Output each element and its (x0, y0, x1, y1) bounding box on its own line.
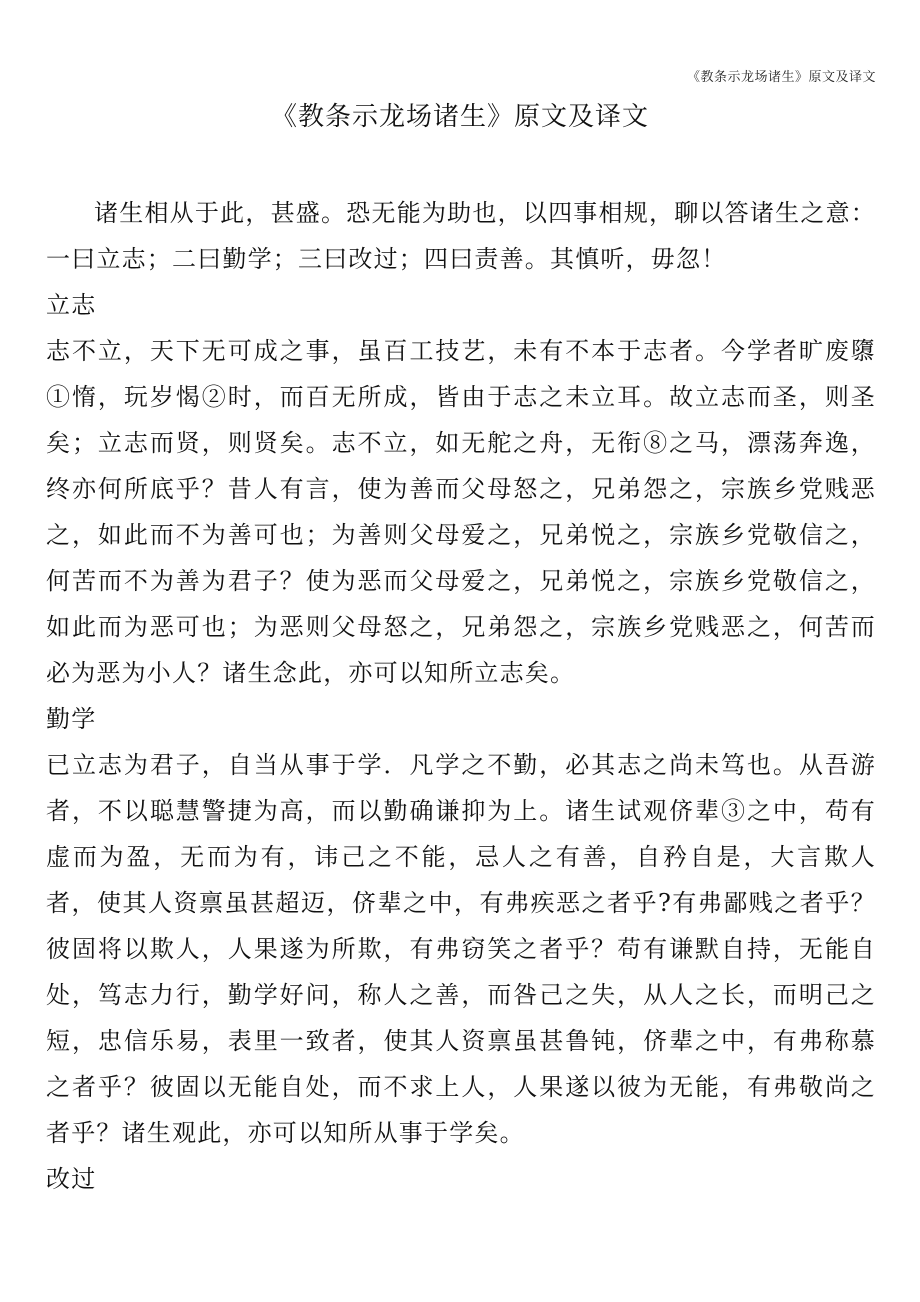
running-header: 《教条示龙场诸生》原文及译文 (686, 70, 876, 85)
intro-paragraph: 诸生相从于此，甚盛。恐无能为助也，以四事相规，聊以答诸生之意：一曰立志；二曰勤学；三曰改过；四曰责善。其慎听，毋忽！ (46, 199, 876, 273)
document-title: 《教条示龙场诸生》原文及译文 (270, 102, 649, 132)
section-body-qinxue: 已立志为君子，自当从事于学．凡学之不勤，必其志之尚未笃也。从吾游者，不以聪慧警捷为高，而以勤确谦抑为上。诸生试观侪辈③之中，苟有虚而为盈，无而为有，讳己之不能，忌人之有善，自矜自是，大言欺人者，使其人资禀虽甚超迈，侪辈之中，有弗疾恶之者乎?有弗鄙贱之者乎？彼固将以欺人，人果遂为所欺，有弗窃笑之者乎？苟有谦默自持，无能自处，笃志力行，勤学好问，称人之善，而咎己之失，从人之长，而明己之短，忠信乐易，表里一致者，使其人资禀虽甚鲁钝，侪辈之中，有弗称慕之者乎？彼固以无能自处，而不求上人，人果遂以彼为无能，有弗敬尚之者乎？诸生观此，亦可以知所从事于学矣。 (46, 751, 876, 1147)
section-body-lizhi: 志不立，天下无可成之事，虽百工技艺，未有不本于志者。今学者旷废隳①惰，玩岁愒②时，而百无所成，皆由于志之未立耳。故立志而圣，则圣矣；立志而贤，则贤矣。志不立，如无舵之舟，无衔⑧之马，漂荡奔逸，终亦何所底乎？昔人有言，使为善而父母怒之，兄弟怨之，宗族乡党贱恶之，如此而不为善可也；为善则父母爱之，兄弟悦之，宗族乡党敬信之，何苦而不为善为君子？使为恶而父母爱之，兄弟悦之，宗族乡党敬信之，如此而为恶可也；为恶则父母怒之，兄弟怨之，宗族乡党贱恶之，何苦而必为恶为小人？诸生念此，亦可以知所立志矣。 (46, 337, 876, 687)
section-heading-qinxue: 勤学 (46, 705, 97, 733)
section-heading-lizhi: 立志 (46, 291, 97, 319)
section-heading-gaiguo: 改过 (46, 1165, 97, 1193)
document-body (46, 190, 876, 1202)
